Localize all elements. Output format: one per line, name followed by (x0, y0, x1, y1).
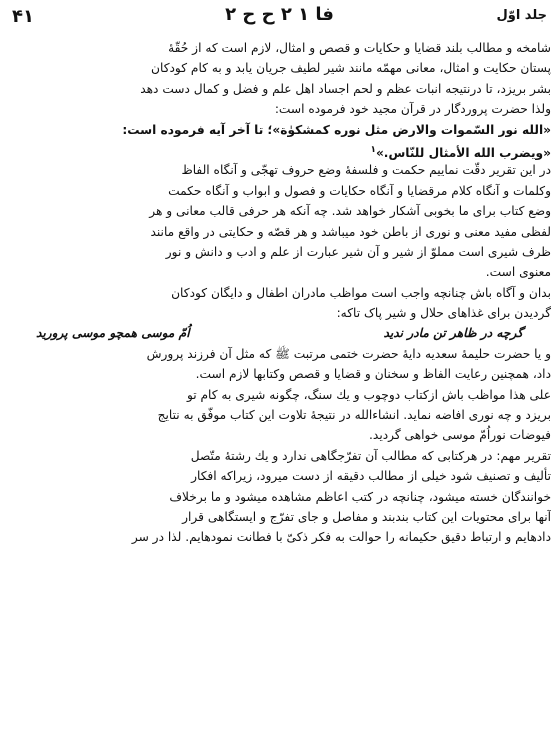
line-text: در این تقریر دقّت نمایيم حکمت و فلسفهٔ وضع حروف تهجّی و آنگاه الفاظ (181, 163, 551, 178)
line-text: فیوضات نوراُمّ موسی خواهی گردید. (369, 428, 551, 443)
line-text: آنها برای محتویات این کتاب بندبند و مفاصل و جای تفرّج و ایستگاهی قرار (182, 509, 551, 524)
line-text: و یا حضرت حلیمهٔ سعدیه دایهٔ حضرت ختمی مرتبت ﷺ که مثل آن فرزند پرورش (146, 346, 551, 361)
text-line (8, 344, 551, 364)
text-line (8, 242, 551, 262)
text-line (8, 385, 551, 405)
text-line (8, 487, 551, 507)
text-line (8, 38, 551, 58)
page-header (12, 4, 547, 34)
text-line (8, 425, 551, 445)
text-line (8, 99, 551, 119)
volume-label: جلد اوّل (496, 8, 547, 23)
body-text (8, 38, 551, 548)
line-text: لفظی مفید معنی و نوری از باطن خود میباشد و هر قصّه و حکایتی در واقع مانند (150, 224, 551, 239)
text-line (8, 58, 551, 78)
text-line (8, 120, 551, 140)
text-line (8, 160, 551, 180)
line-text: شامخه و مطالب بلند قضایا و حکایات و قصص و امثال، لازم است که از حُقّهٔ (168, 41, 551, 55)
text-line (8, 262, 551, 282)
footnote-marker: ۱ (370, 144, 376, 155)
header-title: فا ۱ ۲ ح ح ۲ (225, 4, 334, 25)
text-line (8, 283, 551, 303)
text-line (8, 222, 551, 242)
text-line (8, 303, 551, 323)
line-text: وضع کتاب برای ما بخوبی آشکار خواهد شد. چه آنکه هر حرفی قالب معانی و هر (149, 204, 551, 219)
line-text: «الله نور السّموات والارض مثل نوره کمشکوٰة»؛ تا آخر آیه فرموده است: (122, 122, 551, 137)
line-text: خوانندگان خسته میشود، چنانچه در کتب اعاظم مشاهده میشود و ما برخلاف (169, 489, 551, 504)
line-text: دادهایم و ارتباط دقیق حکیمانه را حوالت به فکر ذکیّ با فطانت نمودهایم. لذا در سر (131, 530, 551, 545)
page-number: ۴۱ (12, 6, 34, 27)
text-line (8, 446, 551, 466)
line-text: معنوی است. (485, 265, 551, 280)
line-text: پستان حکایت و امثال، معانی مهمّه مانند شیر لطیف جریان یابد و به کام کودکان (151, 61, 551, 76)
text-line (8, 466, 551, 486)
text-line (8, 79, 551, 99)
text-line (8, 181, 551, 201)
text-line (8, 201, 551, 221)
text-line (8, 364, 551, 384)
line-text: داد، همچنین رعایت الفاظ و سخنان و قضایا و قصص وکتابها لازم است. (195, 367, 551, 382)
line-text: گردیدن برای غذاهای حلال و شیر پاک تاکه: (336, 306, 551, 321)
line-text: بشر بریزد، تا درنتیجه انبات عظم و لحم اجساد اهل علم و فضل و کمال دست دهد (140, 81, 551, 96)
line-text: تقریر مهم: در هرکتابی که مطالب آن تفرّجگاهی ندارد و یك رشتهٔ متّصل (190, 448, 551, 463)
poem-hemistich-left: اُمّ موسی همچو موسی پرورید (36, 326, 190, 341)
line-text: بریزد و چه نوری افاضه نماید. انشاءالله در نتیجهٔ تلاوت این کتاب موفّق به نتایج (157, 408, 551, 423)
text-line (8, 527, 551, 547)
text-line (8, 140, 551, 160)
text-line (8, 507, 551, 527)
line-text: وکلمات و آنگاه کلام مرقضایا و آنگاه حکایات و فصول و ابواب و آنگاه حکمت (168, 183, 551, 198)
line-text: ولذا حضرت پروردگار در قرآن مجید خود فرموده است: (274, 102, 551, 117)
text-line (8, 323, 551, 343)
poem-hemistich-right: گرچه در ظاهر تن مادر ندید (383, 326, 523, 341)
text-line (8, 405, 551, 425)
line-text: تألیف و تصنیف شود خیلی از مطالب دقیقه از دست میرود، زیراکه افکار (191, 469, 551, 484)
line-text: «ویضرب الله الأمثال للنّاس.» (375, 146, 551, 161)
line-text: ظرف شیری است مملوّ از شیر و آن شیر عبارت از علم و ادب و دانش و نور (165, 244, 551, 259)
line-text: بدان و آگاه باش چنانچه واجب است مواظب مادران اطفال و دایگان کودکان (171, 285, 551, 300)
line-text: علی هذا مواظب باش ازکتاب دوچوب و یك سنگ، چگونه شیری به کام تو (186, 387, 551, 402)
